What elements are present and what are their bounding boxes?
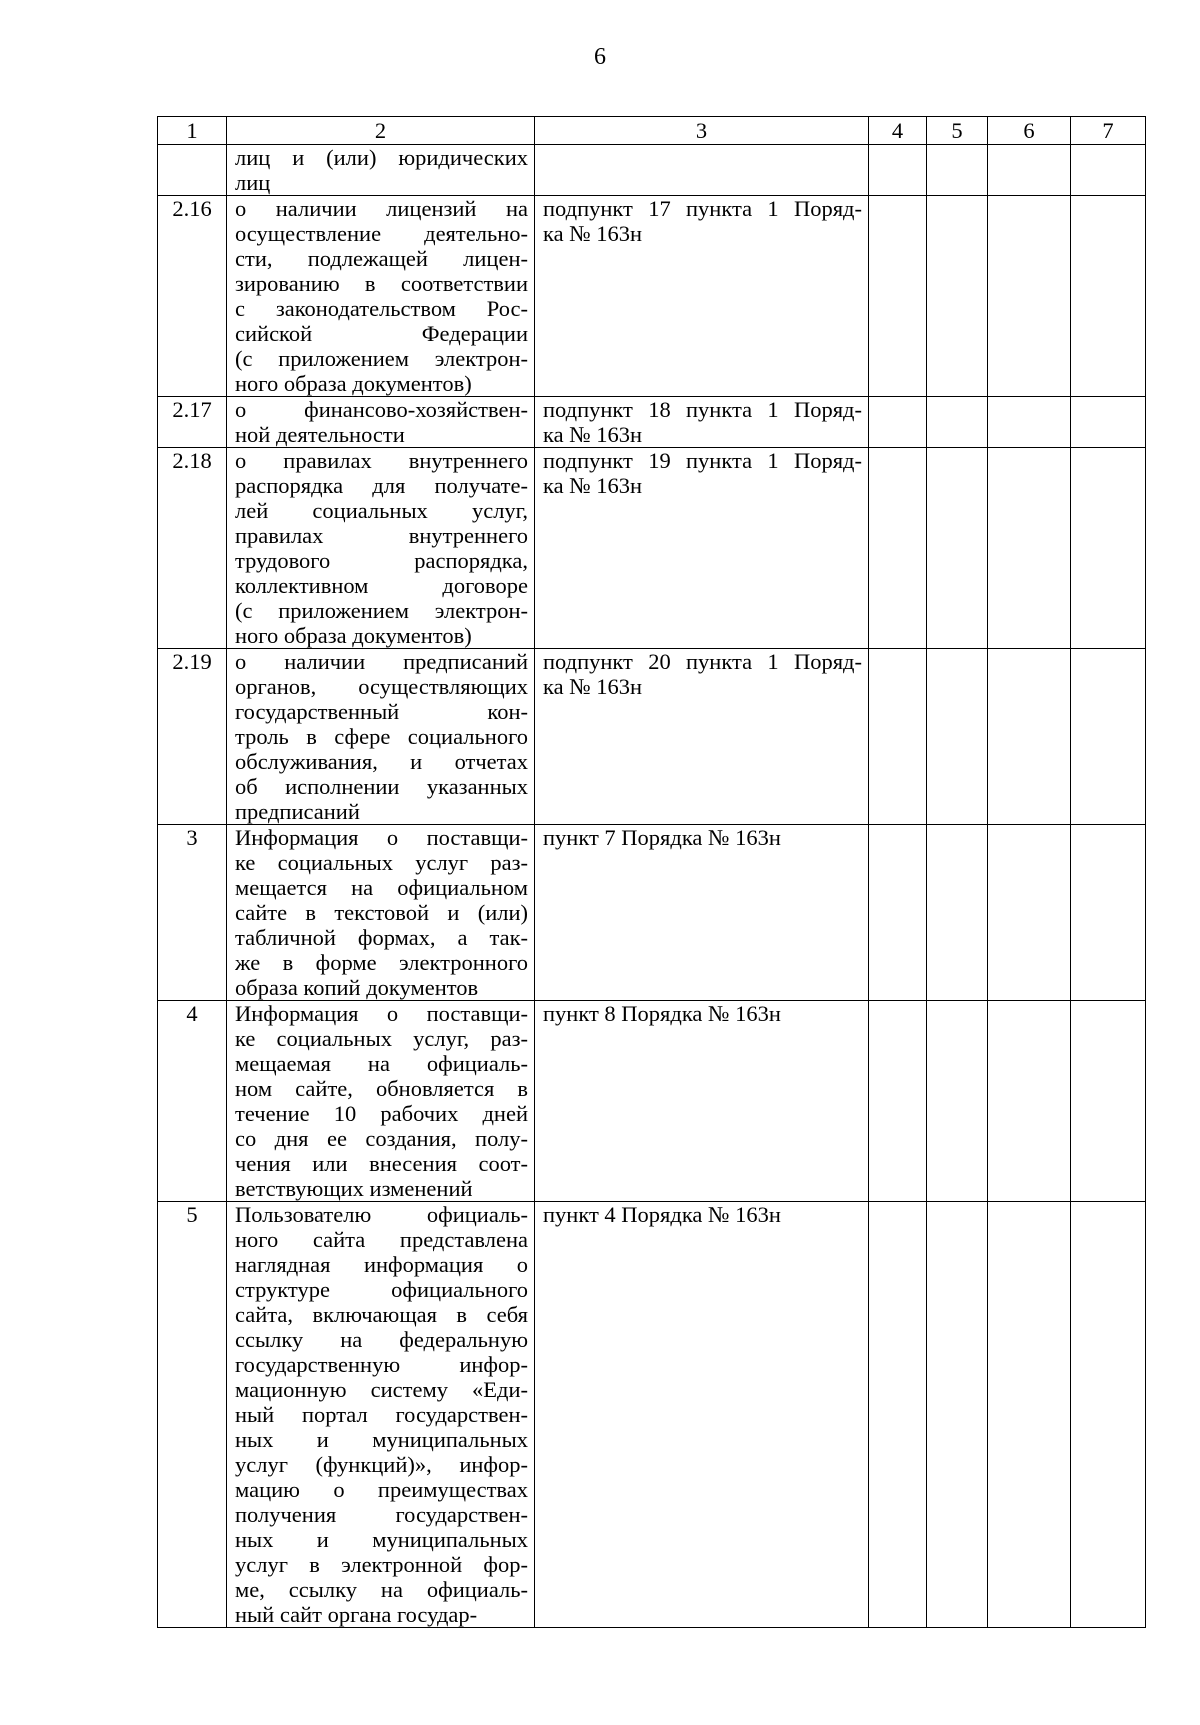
description-line: сти, подлежащей лицен- xyxy=(235,246,528,271)
row-reference xyxy=(535,1001,869,1202)
description-line: о наличии лицензий на xyxy=(235,196,528,221)
header-cell: 7 xyxy=(1071,117,1146,145)
description-line: чения или внесения соот- xyxy=(235,1151,528,1176)
description-line: же в форме электронного xyxy=(235,950,528,975)
row-description xyxy=(227,196,535,397)
row-number: 4 xyxy=(158,1001,227,1202)
reference-line: пункт 8 Порядка № 163н xyxy=(543,1001,781,1026)
description-line: структуре официального xyxy=(235,1277,528,1302)
description-line: государственную инфор- xyxy=(235,1352,528,1377)
description-line: сийской Федерации xyxy=(235,321,528,346)
empty-cell-col-5 xyxy=(927,649,988,825)
empty-cell-col-5 xyxy=(927,1001,988,1202)
description-line: лей социальных услуг, xyxy=(235,498,528,523)
row-description xyxy=(227,825,535,1001)
empty-cell-col-6 xyxy=(988,1202,1071,1628)
description-line: коллективном договоре xyxy=(235,573,528,598)
row-description xyxy=(227,1202,535,1628)
row-description xyxy=(227,448,535,649)
table-row xyxy=(158,649,1146,825)
description-line: табличной формах, а так- xyxy=(235,925,528,950)
description-line: Информация о поставщи- xyxy=(235,1001,528,1026)
row-number: 2.19 xyxy=(158,649,227,825)
description-line: о финансово-хозяйствен- xyxy=(235,397,528,422)
description-line: лиц xyxy=(235,170,271,195)
page-number: 6 xyxy=(594,44,606,70)
empty-cell-col-6 xyxy=(988,448,1071,649)
description-line: ного образа документов) xyxy=(235,623,472,648)
header-cell: 3 xyxy=(535,117,869,145)
empty-cell-col-7 xyxy=(1071,1202,1146,1628)
reference-line: ка № 163н xyxy=(543,473,643,498)
requirements-table xyxy=(157,116,1146,1628)
empty-cell-col-5 xyxy=(927,448,988,649)
table-row xyxy=(158,825,1146,1001)
row-reference xyxy=(535,825,869,1001)
empty-cell-col-7 xyxy=(1071,649,1146,825)
empty-cell-col-7 xyxy=(1071,196,1146,397)
table-row xyxy=(158,397,1146,448)
row-description xyxy=(227,649,535,825)
empty-cell-col-6 xyxy=(988,145,1071,196)
row-description xyxy=(227,1001,535,1202)
description-line: сайте в текстовой и (или) xyxy=(235,900,528,925)
empty-cell-col-4 xyxy=(869,825,927,1001)
description-line: мещается на официальном xyxy=(235,875,528,900)
empty-cell-col-5 xyxy=(927,1202,988,1628)
description-line: обслуживания, и отчетах xyxy=(235,749,528,774)
row-reference xyxy=(535,196,869,397)
description-line: предписаний xyxy=(235,799,360,824)
description-line: ных и муниципальных xyxy=(235,1527,528,1552)
description-line: ке социальных услуг раз- xyxy=(235,850,528,875)
description-line: ме, ссылку на официаль- xyxy=(235,1577,528,1602)
description-line: органов, осуществляющих xyxy=(235,674,528,699)
empty-cell-col-6 xyxy=(988,196,1071,397)
empty-cell-col-6 xyxy=(988,1001,1071,1202)
table-row xyxy=(158,448,1146,649)
description-line: трудового распорядка, xyxy=(235,548,528,573)
description-line: правилах внутреннего xyxy=(235,523,528,548)
description-line: со дня ее создания, полу- xyxy=(235,1126,528,1151)
row-description xyxy=(227,397,535,448)
table-header-row xyxy=(158,117,1146,145)
empty-cell-col-5 xyxy=(927,145,988,196)
row-reference xyxy=(535,1202,869,1628)
reference-line: подпункт 20 пункта 1 Поряд- xyxy=(543,649,862,674)
row-number: 3 xyxy=(158,825,227,1001)
description-line: об исполнении указанных xyxy=(235,774,528,799)
reference-line: пункт 7 Порядка № 163н xyxy=(543,825,781,850)
description-line: лиц и (или) юридических xyxy=(235,145,528,170)
empty-cell-col-5 xyxy=(927,825,988,1001)
table-row xyxy=(158,1001,1146,1202)
description-line: о наличии предписаний xyxy=(235,649,528,674)
empty-cell-col-4 xyxy=(869,196,927,397)
table-body xyxy=(158,145,1146,1628)
description-line: мационную систему «Еди- xyxy=(235,1377,528,1402)
row-number xyxy=(158,145,227,196)
description-line: троль в сфере социального xyxy=(235,724,528,749)
empty-cell-col-4 xyxy=(869,1202,927,1628)
description-line: услуг в электронной фор- xyxy=(235,1552,528,1577)
empty-cell-col-4 xyxy=(869,1001,927,1202)
description-line: ной деятельности xyxy=(235,422,405,447)
empty-cell-col-4 xyxy=(869,145,927,196)
description-line: распорядка для получате- xyxy=(235,473,528,498)
reference-line: ка № 163н xyxy=(543,674,643,699)
empty-cell-col-7 xyxy=(1071,1001,1146,1202)
table-row xyxy=(158,145,1146,196)
header-cell: 2 xyxy=(227,117,535,145)
empty-cell-col-5 xyxy=(927,397,988,448)
description-line: наглядная информация о xyxy=(235,1252,528,1277)
header-cell: 6 xyxy=(988,117,1071,145)
description-line: ного образа документов) xyxy=(235,371,472,396)
description-line: ном сайте, обновляется в xyxy=(235,1076,528,1101)
description-line: ссылку на федеральную xyxy=(235,1327,528,1352)
empty-cell-col-4 xyxy=(869,448,927,649)
reference-line: ка № 163н xyxy=(543,422,643,447)
description-line: о правилах внутреннего xyxy=(235,448,528,473)
description-line: услуг (функций)», инфор- xyxy=(235,1452,528,1477)
description-line: ке социальных услуг, раз- xyxy=(235,1026,528,1051)
description-line: Пользователю официаль- xyxy=(235,1202,528,1227)
description-line: зированию в соответствии xyxy=(235,271,528,296)
description-line: ный портал государствен- xyxy=(235,1402,528,1427)
empty-cell-col-4 xyxy=(869,649,927,825)
empty-cell-col-7 xyxy=(1071,448,1146,649)
description-line: получения государствен- xyxy=(235,1502,528,1527)
description-line: ный сайт органа государ- xyxy=(235,1602,478,1627)
description-line: (с приложением электрон- xyxy=(235,346,528,371)
empty-cell-col-7 xyxy=(1071,397,1146,448)
empty-cell-col-6 xyxy=(988,825,1071,1001)
empty-cell-col-7 xyxy=(1071,825,1146,1001)
row-reference xyxy=(535,145,869,196)
row-number: 2.16 xyxy=(158,196,227,397)
reference-line: пункт 4 Порядка № 163н xyxy=(543,1202,781,1227)
reference-line: подпункт 17 пункта 1 Поряд- xyxy=(543,196,862,221)
description-line: осуществление деятельно- xyxy=(235,221,528,246)
row-reference xyxy=(535,649,869,825)
description-line: сайта, включающая в себя xyxy=(235,1302,528,1327)
table-row xyxy=(158,196,1146,397)
row-number: 5 xyxy=(158,1202,227,1628)
empty-cell-col-6 xyxy=(988,397,1071,448)
description-line: с законодательством Рос- xyxy=(235,296,528,321)
description-line: (с приложением электрон- xyxy=(235,598,528,623)
description-line: образа копий документов xyxy=(235,975,479,1000)
empty-cell-col-4 xyxy=(869,397,927,448)
row-reference xyxy=(535,397,869,448)
row-reference xyxy=(535,448,869,649)
description-line: течение 10 рабочих дней xyxy=(235,1101,528,1126)
row-number: 2.18 xyxy=(158,448,227,649)
description-line: ветствующих изменений xyxy=(235,1176,473,1201)
row-description xyxy=(227,145,535,196)
header-cell: 5 xyxy=(927,117,988,145)
description-line: ного сайта представлена xyxy=(235,1227,528,1252)
header-cell: 4 xyxy=(869,117,927,145)
reference-line: подпункт 19 пункта 1 Поряд- xyxy=(543,448,862,473)
description-line: мещаемая на официаль- xyxy=(235,1051,528,1076)
description-line: ных и муниципальных xyxy=(235,1427,528,1452)
reference-line: ка № 163н xyxy=(543,221,643,246)
reference-line: подпункт 18 пункта 1 Поряд- xyxy=(543,397,862,422)
description-line: мацию о преимуществах xyxy=(235,1477,528,1502)
description-line: государственный кон- xyxy=(235,699,528,724)
description-line: Информация о поставщи- xyxy=(235,825,528,850)
table-row xyxy=(158,1202,1146,1628)
row-number: 2.17 xyxy=(158,397,227,448)
empty-cell-col-5 xyxy=(927,196,988,397)
empty-cell-col-7 xyxy=(1071,145,1146,196)
header-cell: 1 xyxy=(158,117,227,145)
empty-cell-col-6 xyxy=(988,649,1071,825)
